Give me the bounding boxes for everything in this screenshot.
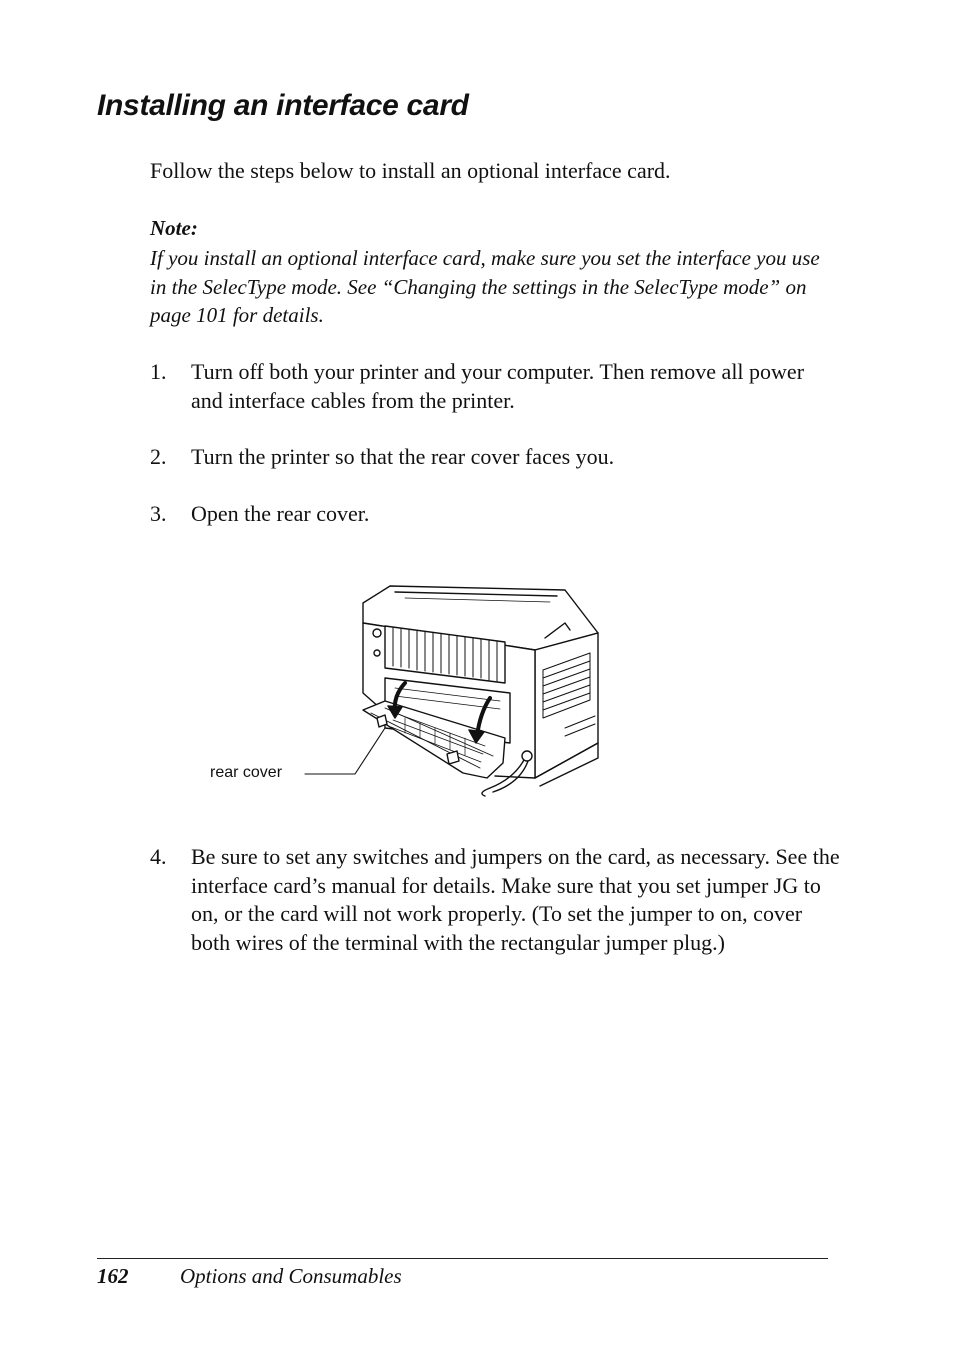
intro-paragraph: Follow the steps below to install an optional interface card. <box>150 158 671 183</box>
step-4 <box>150 843 840 957</box>
note-label: Note: <box>150 216 198 240</box>
step-text: Turn off both your printer and your computer. Then remove all power and interface cables from the printer. <box>191 359 805 413</box>
page-number: 162 <box>97 1264 129 1288</box>
step-number: 4. <box>150 844 167 869</box>
rear-cover-figure <box>205 578 615 803</box>
page-heading: Installing an interface card <box>97 89 469 122</box>
figure-callout-label: rear cover <box>210 764 283 781</box>
step-number: 1. <box>150 359 167 384</box>
step-2 <box>150 443 840 472</box>
section-name: Options and Consumables <box>180 1264 402 1288</box>
step-number: 2. <box>150 444 167 469</box>
step-text: Be sure to set any switches and jumpers on the card, as necessary. See the interface card’s manual for details. Make sure that you set jumper JG to on, or the card will not work properly. (To set the jumper to on, cover both wires of the terminal with the rectangular jumper plug.) <box>191 844 840 955</box>
step-3 <box>150 500 840 529</box>
step-number: 3. <box>150 501 167 526</box>
step-1 <box>150 358 840 415</box>
footer-divider <box>97 1258 828 1259</box>
step-text: Turn the printer so that the rear cover faces you. <box>191 444 615 469</box>
step-text: Open the rear cover. <box>191 501 370 526</box>
note-text: If you install an optional interface card, make sure you set the interface you use in the SelecType mode. See “Changing the settings in the SelecType mode” on page 101 for details. <box>150 246 820 327</box>
